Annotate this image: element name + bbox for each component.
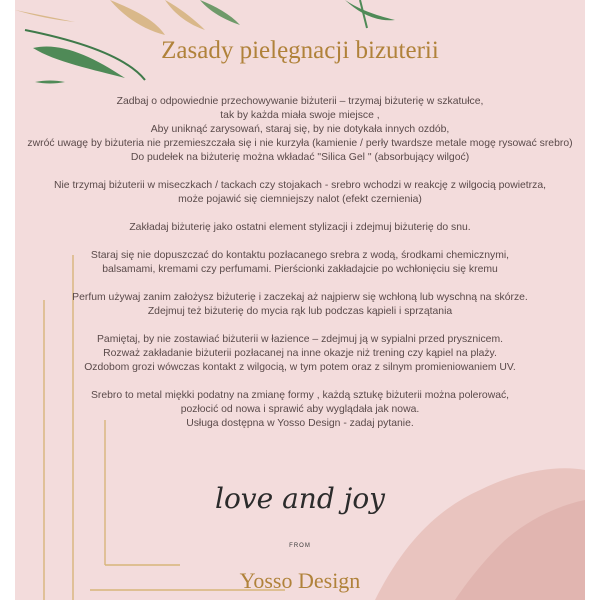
text-line: Usługa dostępna w Yosso Design - zadaj pytanie.: [186, 418, 414, 429]
text-line: tak by każda miała swoje miejsce ,: [220, 110, 380, 121]
paragraph-silver-service: [15, 389, 585, 431]
text-line: Zakładaj biżuterię jako ostatni element stylizacji i zdejmuj biżuterię do snu.: [129, 222, 471, 233]
brand-name: Yosso Design: [239, 568, 361, 593]
care-card: [15, 0, 585, 600]
text-line: Aby uniknąć zarysowań, staraj się, by nie dotykała innych ozdób,: [150, 124, 450, 135]
text-line: Srebro to metal miękki podatny na zmianę formy , każdą sztukę biżuterii można polerować,: [90, 390, 510, 401]
paragraph-bathroom: [15, 333, 585, 375]
care-instructions: [15, 95, 585, 445]
love-and-joy-script: love and joy: [214, 482, 385, 515]
text-line: Do pudełek na biżuterię można wkładać "Silica Gel " (absorbujący wilgoć): [130, 152, 470, 163]
text-line: Ozdobom grozi wówczas kontakt z wilgocią, w tym potem oraz z silnym promieniowaniem UV.: [84, 362, 516, 373]
text-line: Pamiętaj, by nie zostawiać biżuterii w łazience – zdejmuj ją w sypialni przed prysznicem.: [97, 334, 503, 345]
text-line: Staraj się nie dopuszczać do kontaktu pozłacanego srebra z wodą, środkami chemicznymi,: [90, 250, 510, 261]
text-line: pozłocić od nowa i sprawić aby wyglądała jak nowa.: [180, 404, 420, 415]
text-line: Perfum używaj zanim założysz biżuterię i zaczekaj aż najpierw się wchłoną lub wyschną na skórze.: [72, 292, 528, 303]
paragraph-wear-last: [15, 221, 585, 235]
text-line: balsamami, kremami czy perfumami. Pierścionki zakładajcie po wchłonięciu się kremu: [102, 264, 498, 275]
paragraph-storage: [15, 95, 585, 165]
text-line: Zadbaj o odpowiednie przechowywanie biżuterii – trzymaj biżuterię w szkatułce,: [116, 96, 484, 107]
text-line: Rozważ zakładanie biżuterii pozłacanej na inne okazje niż trening czy kąpiel na plaży.: [103, 348, 497, 359]
paragraph-perfume: [15, 291, 585, 319]
paragraph-avoid-chemicals: [15, 249, 585, 277]
text-line: Nie trzymaj biżuterii w miseczkach / tackach czy stojakach - srebro wchodzi w reakcję z wilgocią powietrza,: [54, 180, 546, 191]
text-line: zwróć uwagę by biżuteria nie przemieszczała się i nie kurzyła (kamienie / perły twardsze metale mogę rysować srebro): [27, 138, 573, 149]
text-line: może pojawić się ciemniejszy nalot (efekt czernienia): [178, 194, 422, 205]
paragraph-no-trays: [15, 179, 585, 207]
page-title: Zasady pielęgnacji bizuterii: [161, 37, 439, 64]
from-label: FROM: [289, 543, 311, 549]
text-line: Zdejmuj też biżuterię do mycia rąk lub podczas kąpieli i sprzątania: [147, 306, 453, 317]
